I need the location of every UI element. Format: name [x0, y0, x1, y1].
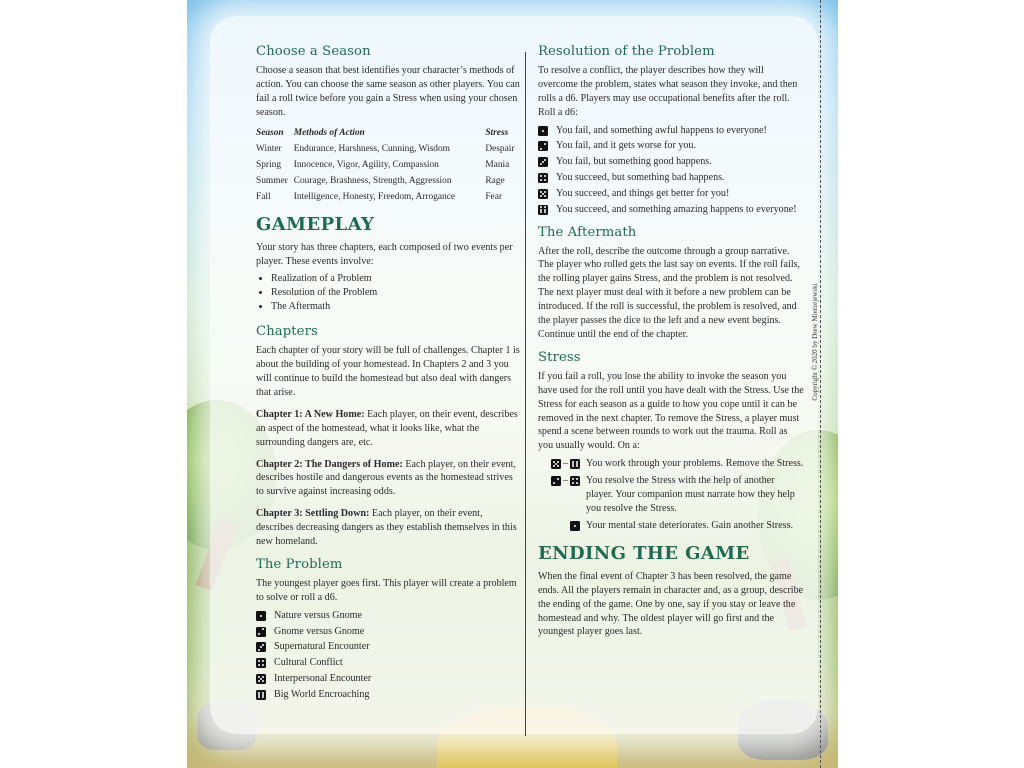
- die-2-icon: [551, 476, 561, 486]
- problem-heading: The Problem: [256, 556, 343, 572]
- die-4-icon: [538, 173, 548, 183]
- resolution-body: To resolve a conflict, the player describes how they will overcome the problem, states what season they invoke, and then rolls a d6. Players may use occupational benefits after the roll. Roll a d6:: [538, 65, 798, 118]
- chapter-1-paragraph: [256, 408, 520, 450]
- list-item: • The Aftermath: [271, 300, 520, 314]
- stress-body: If you fail a roll, you lose the ability to invoke the season you have used for the roll until you have dealt with the Stress. Use the Stress for each season as a guide to how you cope until it can be removed in the next chapter. To remove the Stress, a player must spend a scene between rounds to work out the trauma. Roll as you usually would. On a:: [538, 370, 804, 452]
- table-row: [256, 158, 520, 174]
- roll-text: Nature versus Gnome: [274, 609, 363, 621]
- season-cell: Spring: [256, 159, 282, 170]
- chapters-body: Each chapter of your story will be full of challenges. Chapter 1 is about the building of your homestead. In Chapters 2 and 3 you will continue to build the homestead but also deal with dangers that arise.: [256, 345, 520, 398]
- outcome-text: You work through your problems. Remove the Stress.: [586, 458, 804, 470]
- die-6-icon: [256, 690, 266, 700]
- chapter-3-paragraph: [256, 507, 520, 549]
- aftermath-body: After the roll, describe the outcome through a group narrative. The player who rolled gets the last say on events. If the roll fails, the rolling player gains Stress, and the problem is not resolved. The next player must deal with it before a new problem can be introduced. If the roll is successful, the problem is resolved, and the player passes the dice to the left and a new event begins. Continue until the end of the chapter.: [538, 245, 801, 340]
- season-cell: Fall: [256, 191, 271, 202]
- text-panel: [210, 16, 818, 734]
- methods-cell: Innocence, Vigor, Agility, Compassion: [293, 159, 439, 170]
- list-item: [256, 656, 520, 670]
- die-2-icon: [256, 627, 266, 637]
- season-cell: Summer: [256, 175, 288, 186]
- gameplay-heading: GAMEPLAY: [256, 213, 375, 235]
- aftermath-heading: The Aftermath: [538, 224, 637, 240]
- die-5-icon: [256, 674, 266, 684]
- methods-cell: Courage, Brashness, Strength, Aggression: [293, 175, 452, 186]
- dice-range: [538, 474, 586, 516]
- season-table: [256, 128, 520, 206]
- chapter-2-text: Each player, on their event, describes hostile and dangerous events as the homestead strives to survive against increasing odds.: [256, 458, 516, 498]
- ending-heading: ENDING THE GAME: [538, 542, 750, 564]
- stress-heading: Stress: [538, 349, 581, 365]
- season-cell: Winter: [256, 143, 282, 154]
- range-dash: –: [563, 458, 568, 470]
- list-item: [256, 609, 520, 623]
- chapter-1-text: Each player, on their event, describes an aspect of the homestead, what it looks like, what the surrounding dangers are, etc.: [256, 408, 518, 448]
- list-item: [538, 457, 804, 471]
- roll-text: You fail, and it gets worse for you.: [556, 140, 696, 152]
- die-3-icon: [538, 157, 548, 167]
- list-item: • Resolution of the Problem: [271, 286, 520, 300]
- stress-cell: Despair: [485, 143, 515, 154]
- stress-cell: Rage: [485, 175, 505, 186]
- season-header: Season: [256, 127, 284, 138]
- die-5-icon: [551, 459, 561, 469]
- resolution-roll-list: [538, 124, 804, 217]
- table-row: [256, 174, 520, 190]
- outcome-text: You resolve the Stress with the help of another player. Your companion must narrate how they help you resolve the Stress.: [586, 475, 795, 515]
- stress-cell: Fear: [485, 191, 503, 202]
- right-column: [538, 44, 804, 647]
- die-1-icon: [570, 521, 580, 531]
- roll-text: Interpersonal Encounter: [274, 672, 372, 684]
- stress-header: Stress: [485, 127, 509, 138]
- list-item: [538, 124, 804, 138]
- list-item: [538, 187, 804, 201]
- die-4-icon: [256, 658, 266, 668]
- gameplay-body: Your story has three chapters, each composed of two events per player. These events involve:: [256, 241, 513, 267]
- chapter-2-paragraph: [256, 458, 520, 500]
- problem-body: The youngest player goes first. This player will create a problem to solve or roll a d6.: [256, 577, 517, 603]
- die-6-icon: [538, 205, 548, 215]
- stress-outcome-list: [538, 457, 804, 533]
- left-column: [256, 44, 520, 704]
- dice-range: [538, 457, 586, 471]
- chapter-2-label: Chapter 2: The Dangers of Home:: [256, 458, 403, 470]
- list-item: [538, 139, 804, 153]
- list-item: [256, 672, 520, 686]
- chapter-1-label: Chapter 1: A New Home:: [256, 408, 365, 420]
- die-1-icon: [538, 126, 548, 136]
- choose-season-body: Choose a season that best identifies your character’s methods of action. You can choose the same season as other players. You can fail a roll twice before you gain a Stress when using your chosen season.: [256, 65, 520, 118]
- die-4-icon: [570, 476, 580, 486]
- roll-text: You succeed, and something amazing happens to everyone!: [556, 203, 797, 215]
- list-item: • Realization of a Problem: [271, 272, 520, 286]
- list-item: [256, 688, 520, 702]
- die-2-icon: [538, 141, 548, 151]
- die-1-icon: [256, 611, 266, 621]
- roll-text: You fail, and something awful happens to everyone!: [556, 124, 767, 136]
- list-item: [538, 203, 804, 217]
- methods-cell: Intelligence, Honesty, Freedom, Arrogance: [293, 191, 456, 202]
- dice-range: [538, 519, 586, 533]
- stress-cell: Mania: [485, 159, 510, 170]
- roll-text: You fail, but something good happens.: [556, 156, 712, 168]
- column-divider: [525, 52, 526, 736]
- resolution-heading: Resolution of the Problem: [538, 44, 715, 59]
- chapters-heading: Chapters: [256, 324, 318, 340]
- list-item: [538, 474, 804, 516]
- table-row: [256, 142, 520, 158]
- page-background: [187, 0, 838, 768]
- table-row: [256, 190, 520, 206]
- roll-text: Supernatural Encounter: [274, 641, 370, 653]
- roll-text: You succeed, but something bad happens.: [556, 172, 725, 184]
- ending-body: When the final event of Chapter 3 has been resolved, the game ends. All the players remain in character and, as a group, describe the ending of the game. One by one, say if you stay or leave the homestead and why. The oldest player will go first and the youngest player goes last.: [538, 570, 804, 638]
- list-item: [538, 519, 804, 533]
- roll-text: You succeed, and things get better for you!: [556, 187, 730, 199]
- list-item: [256, 640, 520, 654]
- die-5-icon: [538, 189, 548, 199]
- list-item: [256, 625, 520, 639]
- roll-text: Cultural Conflict: [274, 657, 343, 669]
- chapter-3-label: Chapter 3: Settling Down:: [256, 508, 370, 520]
- problem-roll-list: [256, 609, 520, 702]
- choose-season-heading: Choose a Season: [256, 44, 371, 59]
- methods-cell: Endurance, Harshness, Cunning, Wisdom: [293, 143, 450, 154]
- die-6-icon: [570, 459, 580, 469]
- methods-header: Methods of Action: [293, 127, 365, 138]
- dashed-cut-line: [820, 0, 821, 768]
- die-3-icon: [256, 642, 266, 652]
- gameplay-list: [256, 272, 520, 314]
- copyright-text: Copyright © 2020 by Drew Mierzejewski: [811, 283, 819, 401]
- chapter-3-text: Each player, on their event, describes decreasing dangers as they establish themselves in this new homeland.: [256, 508, 517, 548]
- range-dash: –: [563, 475, 568, 487]
- list-item: [538, 155, 804, 169]
- list-item: [538, 171, 804, 185]
- roll-text: Big World Encroaching: [274, 688, 370, 700]
- outcome-text: Your mental state deteriorates. Gain another Stress.: [586, 519, 793, 531]
- roll-text: Gnome versus Gnome: [274, 625, 365, 637]
